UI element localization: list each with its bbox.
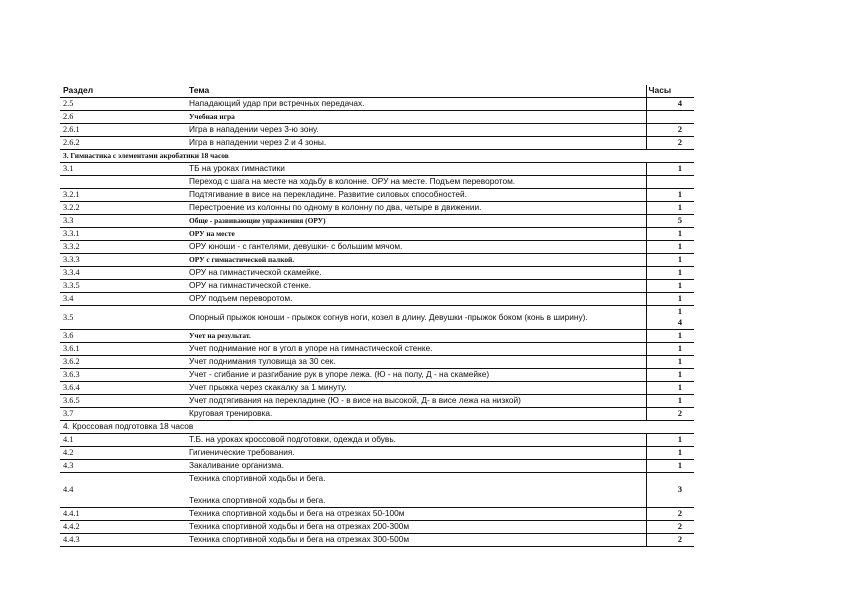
table-row	[60, 137, 694, 150]
table-row	[60, 521, 694, 534]
hours-cell	[646, 280, 694, 293]
hours-value: 1	[677, 383, 682, 392]
hours-cell	[646, 447, 694, 460]
topic-cell	[186, 111, 646, 124]
topic-cell	[186, 280, 646, 293]
topic-text: Опорный прыжок юноши - прыжок согнув ноги, козел в длину. Девушки -прыжок боком (конь в ширину).	[189, 311, 588, 322]
topic-text: Перестроение из колонны по одному в колонну по два, четыре в движении.	[189, 202, 482, 212]
topic-text: Т.Б. на уроках кроссовой подготовки, одежда и обувь.	[189, 434, 396, 444]
topic-text: ОРУ на гимнастической скамейке.	[189, 267, 322, 277]
hours-value: 1	[677, 357, 682, 366]
header-hours: Часы	[646, 85, 694, 98]
hours-value: 1	[677, 281, 682, 290]
section-number: 3.4	[60, 293, 186, 306]
section-number: 3.2.1	[60, 189, 186, 202]
topic-text: Учет подтягивания на перекладине (Ю - в висе на высокой, Д- в висе лежа на низкой)	[189, 395, 521, 405]
topic-cell	[186, 241, 646, 254]
hours-value: 1	[677, 344, 682, 353]
table-row	[60, 395, 694, 408]
section-number: 3.6	[60, 330, 186, 343]
hours-value: 1	[677, 435, 682, 444]
table-row	[60, 280, 694, 293]
hours-cell	[646, 137, 694, 150]
hours-cell	[646, 202, 694, 215]
hours-cell	[646, 395, 694, 408]
section-number: 3.7	[60, 408, 186, 421]
hours-value: 1	[677, 164, 682, 173]
hours-cell	[646, 508, 694, 521]
table-row	[60, 241, 694, 254]
topic-cell	[186, 356, 646, 369]
hours-cell	[646, 534, 694, 547]
table-row	[60, 356, 694, 369]
document-page	[60, 85, 694, 547]
section-number: 3.3.5	[60, 280, 186, 293]
hours-cell	[646, 382, 694, 395]
hours-value: 5	[677, 216, 682, 225]
table-row	[60, 202, 694, 215]
topic-text: Обще - развивающие упражнения (ОРУ)	[189, 216, 326, 225]
table-row	[60, 473, 694, 508]
section-number: 4.1	[60, 434, 186, 447]
topic-text: Учет поднимания туловища за 30 сек.	[189, 356, 336, 366]
topic-cell	[186, 521, 646, 534]
table-header-row	[60, 85, 694, 98]
topic-cell	[186, 293, 646, 306]
topic-cell	[186, 408, 646, 421]
topic-cell	[186, 382, 646, 395]
section-number: 3.3.3	[60, 254, 186, 267]
topic-cell	[186, 508, 646, 521]
hours-cell	[646, 460, 694, 473]
topic-cell	[186, 473, 646, 508]
hours-value: 1	[677, 203, 682, 212]
hours-cell	[646, 124, 694, 137]
table-row	[60, 176, 694, 189]
section-heading-row	[60, 421, 694, 434]
section-title: 3. Гимнастика с элементами акробатики 18 часов	[60, 150, 694, 163]
table-row	[60, 267, 694, 280]
hours-cell	[646, 176, 694, 189]
hours-cell	[646, 267, 694, 280]
topic-text: Учет на результат.	[189, 331, 251, 340]
hours-value: 2	[677, 409, 682, 418]
section-number: 4.3	[60, 460, 186, 473]
hours-cell	[646, 356, 694, 369]
table-row	[60, 382, 694, 395]
topic-text: Игра в нападении через 2 и 4 зоны.	[189, 137, 327, 147]
table-row	[60, 215, 694, 228]
topic-cell	[186, 189, 646, 202]
hours-value: 1	[677, 255, 682, 264]
topic-cell	[186, 306, 646, 330]
topic-cell	[186, 447, 646, 460]
hours-cell	[646, 189, 694, 202]
hours-value: 1	[677, 229, 682, 238]
section-number: 3.5	[60, 306, 186, 330]
hours-value: 2	[677, 535, 682, 544]
table-row	[60, 330, 694, 343]
hours-cell	[646, 306, 694, 330]
hours-value: 2	[677, 522, 682, 531]
table-row	[60, 447, 694, 460]
topic-cell	[186, 267, 646, 280]
topic-text: Гигиенические требования.	[189, 447, 295, 457]
section-title: 4. Кроссовая подготовка 18 часов	[60, 421, 694, 434]
section-number	[60, 176, 186, 189]
topic-cell	[186, 254, 646, 267]
section-number: 4.4.1	[60, 508, 186, 521]
hours-cell	[646, 521, 694, 534]
hours-cell	[646, 254, 694, 267]
hours-value: 1	[677, 448, 682, 457]
topic-text: Учет прыжка через скакалку за 1 минуту.	[189, 382, 347, 392]
topic-cell	[186, 369, 646, 382]
hours-cell	[646, 241, 694, 254]
topic-text: Техника спортивной ходьбы и бега на отрезках 50-100м	[189, 508, 405, 518]
topic-text: Техника спортивной ходьбы и бега.	[189, 473, 326, 483]
hours-value: 2	[677, 138, 682, 147]
topic-text: ОРУ юноши - с гантелями, девушки- с большим мячом.	[189, 241, 403, 251]
table-row	[60, 189, 694, 202]
section-number: 3.6.3	[60, 369, 186, 382]
section-number: 3.6.4	[60, 382, 186, 395]
hours-value: 1	[677, 242, 682, 251]
header-topic: Тема	[186, 85, 646, 98]
topic-text: Техника спортивной ходьбы и бега на отрезках 300-500м	[189, 534, 410, 544]
section-number: 3.3.1	[60, 228, 186, 241]
section-number: 2.6	[60, 111, 186, 124]
curriculum-table	[60, 85, 694, 547]
topic-text: Игра в нападении через 3-ю зону.	[189, 124, 319, 134]
section-number: 3.6.5	[60, 395, 186, 408]
hours-value: 2	[677, 509, 682, 518]
section-heading-row	[60, 150, 694, 163]
hours-value-secondary: 4	[677, 318, 682, 327]
section-number: 4.4.2	[60, 521, 186, 534]
hours-cell	[646, 163, 694, 176]
table-body	[60, 98, 694, 547]
section-number: 3.1	[60, 163, 186, 176]
topic-cell	[186, 343, 646, 356]
topic-cell	[186, 534, 646, 547]
hours-cell	[646, 343, 694, 356]
table-row	[60, 306, 694, 330]
hours-value: 1	[677, 396, 682, 405]
table-row	[60, 460, 694, 473]
table-row	[60, 254, 694, 267]
table-row	[60, 111, 694, 124]
section-number: 4.4	[60, 473, 186, 508]
topic-text: Круговая тренировка.	[189, 408, 273, 418]
topic-cell	[186, 124, 646, 137]
hours-value: 1	[677, 331, 682, 340]
table-row	[60, 343, 694, 356]
topic-text: ОРУ подъем переворотом.	[189, 293, 293, 303]
topic-text: ОРУ с гимнастической палкой.	[189, 255, 295, 264]
hours-cell	[646, 215, 694, 228]
topic-cell	[186, 460, 646, 473]
topic-text: Подтягивание в висе на перекладине. Развитие силовых способностей.	[189, 189, 467, 199]
hours-value: 1	[677, 370, 682, 379]
topic-cell	[186, 215, 646, 228]
table-row	[60, 293, 694, 306]
hours-cell	[646, 111, 694, 124]
table-row	[60, 163, 694, 176]
topic-text: Нападающий удар при встречных передачах.	[189, 98, 365, 108]
table-row	[60, 434, 694, 447]
hours-value: 1	[677, 294, 682, 303]
hours-cell	[646, 98, 694, 111]
table-row	[60, 124, 694, 137]
hours-cell	[646, 293, 694, 306]
section-number: 2.5	[60, 98, 186, 111]
section-number: 3.6.2	[60, 356, 186, 369]
hours-cell	[646, 369, 694, 382]
section-number: 4.2	[60, 447, 186, 460]
topic-text: Переход с шага на месте на ходьбу в колонне. ОРУ на месте. Подъем переворотом.	[189, 176, 516, 186]
section-number: 2.6.1	[60, 124, 186, 137]
topic-cell	[186, 163, 646, 176]
section-number: 3.6.1	[60, 343, 186, 356]
section-number: 2.6.2	[60, 137, 186, 150]
topic-text: Техника спортивной ходьбы и бега на отрезках 200-300м	[189, 521, 410, 531]
section-number: 4.4.3	[60, 534, 186, 547]
hours-value: 4	[677, 99, 682, 108]
topic-text: ОРУ на гимнастической стенке.	[189, 280, 312, 290]
hours-value: 2	[677, 125, 682, 134]
topic-cell	[186, 330, 646, 343]
table-row	[60, 534, 694, 547]
hours-value: 1	[677, 268, 682, 277]
topic-cell	[186, 98, 646, 111]
topic-text: Учет - сгибание и разгибание рук в упоре лежа. (Ю - на полу, Д - на скамейке)	[189, 369, 490, 379]
hours-value: 1	[677, 461, 682, 470]
section-number: 3.3	[60, 215, 186, 228]
table-row	[60, 98, 694, 111]
topic-cell	[186, 434, 646, 447]
hours-value: 1	[677, 307, 682, 316]
topic-text: ОРУ на месте	[189, 229, 235, 238]
table-row	[60, 228, 694, 241]
topic-text: ТБ на уроках гимнастики	[189, 163, 285, 173]
table-row	[60, 408, 694, 421]
topic-cell	[186, 395, 646, 408]
hours-cell	[646, 330, 694, 343]
section-number: 3.3.4	[60, 267, 186, 280]
table-row	[60, 369, 694, 382]
hours-cell	[646, 408, 694, 421]
topic-cell	[186, 137, 646, 150]
table-row	[60, 508, 694, 521]
hours-value: 3	[677, 485, 682, 494]
section-number: 3.3.2	[60, 241, 186, 254]
hours-cell	[646, 434, 694, 447]
topic-text-secondary: Техника спортивной ходьбы и бега.	[189, 495, 326, 505]
hours-cell	[646, 473, 694, 508]
topic-cell	[186, 176, 646, 189]
topic-text: Учет поднимание ног в угол в упоре на гимнастической стенке.	[189, 343, 433, 353]
topic-cell	[186, 228, 646, 241]
hours-cell	[646, 228, 694, 241]
topic-cell	[186, 202, 646, 215]
hours-value: 1	[677, 190, 682, 199]
topic-text: Закаливание организма.	[189, 460, 284, 470]
header-section: Раздел	[60, 85, 186, 98]
section-number: 3.2.2	[60, 202, 186, 215]
topic-text: Учебная игра	[189, 112, 235, 121]
